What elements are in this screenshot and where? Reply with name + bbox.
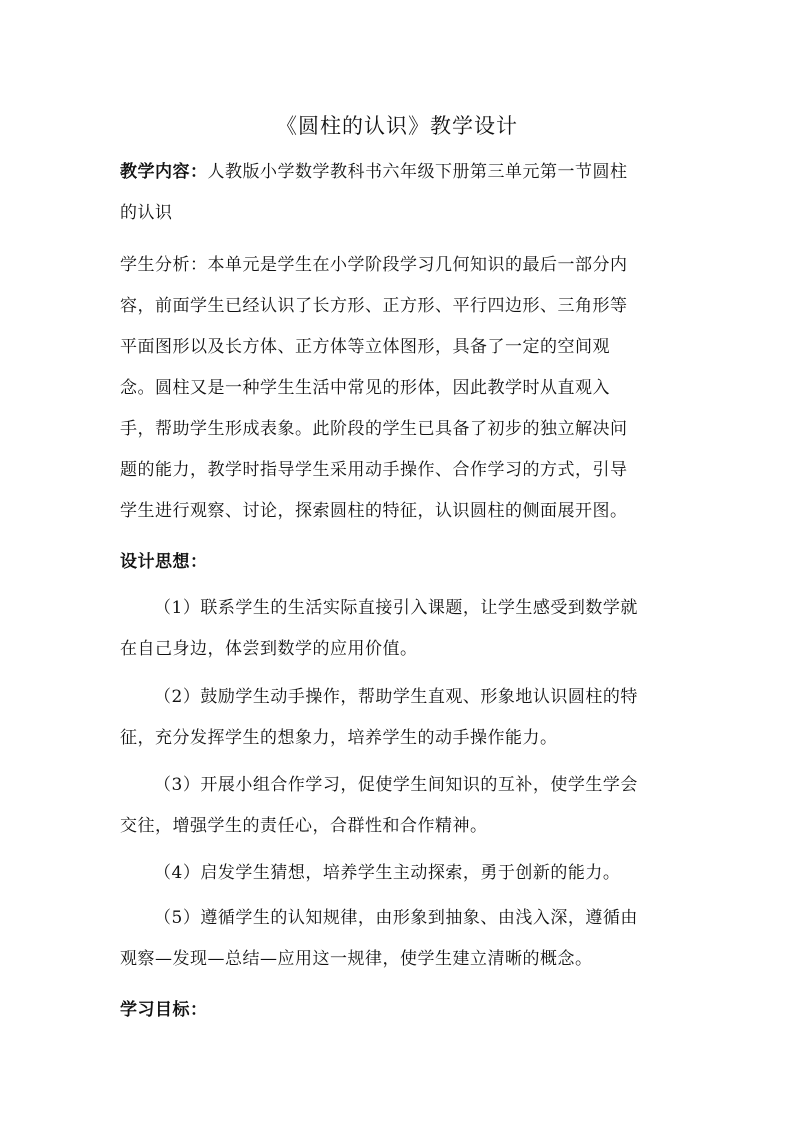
design-item-5 [120, 898, 670, 980]
student-analysis-line: 学生进行观察、讨论，探索圆柱的特征，认识圆柱的侧面展开图。 [120, 501, 628, 521]
student-analysis-line: 平面图形以及长方体、正方体等立体图形，具备了一定的空间观 [120, 337, 610, 357]
learning-goals-heading: 学习目标： [120, 1000, 208, 1020]
design-item-3 [120, 765, 670, 847]
teaching-content-text: 人教版小学数学教科书六年级下册第三单元第一节圆柱 [207, 162, 628, 182]
design-item-line: 交往，增强学生的责任心，合群性和合作精神。 [120, 816, 488, 836]
design-item-2 [120, 677, 670, 759]
teaching-content-line: 的认识 [120, 203, 173, 223]
student-analysis-line: 题的能力，教学时指导学生采用动手操作、合作学习的方式，引导 [120, 460, 628, 480]
teaching-content-section [120, 152, 670, 234]
design-item-line: （5）遵循学生的认知规律，由形象到抽象、由浅入深，遵循由 [154, 908, 638, 928]
design-item-line: 在自己身边，体尝到数学的应用价值。 [120, 639, 418, 659]
design-item-line: （3）开展小组合作学习，促使学生间知识的互补，使学生学会 [154, 775, 638, 795]
design-item-line: （4）启发学生猜想，培养学生主动探索，勇于创新的能力。 [154, 863, 621, 883]
student-analysis-section [120, 245, 670, 532]
design-item-line: 观察—发现—总结—应用这一规律，使学生建立清晰的概念。 [120, 949, 593, 969]
student-analysis-line: 手，帮助学生形成表象。此阶段的学生已具备了初步的独立解决问 [120, 419, 628, 439]
learning-goals-section [120, 990, 670, 1031]
student-analysis-line: 容，前面学生已经认识了长方形、正方形、平行四边形、三角形等 [120, 296, 628, 316]
design-item-line: （2）鼓励学生动手操作，帮助学生直观、形象地认识圆柱的特 [154, 687, 638, 707]
design-item-line: （1）联系学生的生活实际直接引入课题，让学生感受到数学就 [154, 598, 638, 618]
teaching-content-line [120, 152, 670, 193]
design-thinking-heading: 设计思想： [120, 552, 208, 572]
design-item-1 [120, 588, 670, 670]
design-item-4 [120, 853, 670, 894]
design-thinking-section [120, 542, 670, 583]
document-title: 《圆柱的认识》教学设计 [276, 114, 518, 138]
teaching-content-label: 教学内容： [120, 162, 208, 182]
student-analysis-line: 念。圆柱又是一种学生生活中常见的形体，因此教学时从直观入 [120, 378, 610, 398]
student-analysis-line: 学生分析：本单元是学生在小学阶段学习几何知识的最后一部分内 [120, 255, 628, 275]
design-item-line: 征，充分发挥学生的想象力，培养学生的动手操作能力。 [120, 728, 558, 748]
